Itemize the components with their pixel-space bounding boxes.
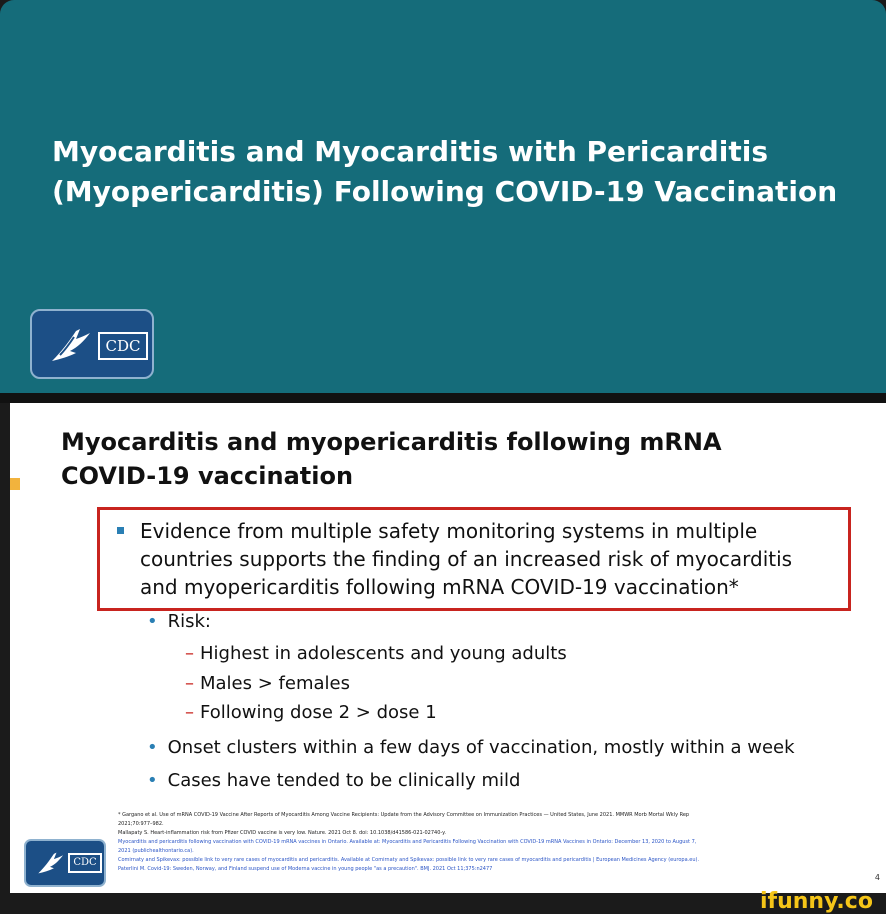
evidence-text bbox=[140, 517, 860, 601]
cdc-logo bbox=[30, 309, 154, 379]
footnote-link[interactable]: Myocarditis and pericarditis following vaccination with COVID-19 mRNA vaccines in Ontario. Available at: Myocarditis and Pericarditis Following Vaccination with COVID-19 mRNA Vaccines in Ontario: December 13, 2020 to August 7, bbox=[118, 839, 697, 845]
list-item bbox=[185, 673, 350, 694]
cdc-logo-text: CDC bbox=[98, 332, 148, 360]
title-line-2: (Myopericarditis) Following COVID-19 Vaccination bbox=[52, 175, 838, 208]
footnote-link[interactable]: Comirnaty and Spikevax: possible link to very rare cases of myocarditis and pericarditis. Available at Comirnaty and Spikevax: possible link to very rare cases of myocarditis and pericarditis | European Medicines Agency (europa.eu). bbox=[118, 857, 700, 863]
footnote-line: Mallapaty S. Heart-inflammation risk from Pfizer COVID vaccine is very low. Nature. 2021 Oct 8. doi: 10.1038/d41586-021-02740-y. bbox=[118, 830, 446, 836]
risk-item-2: Males > females bbox=[200, 673, 350, 694]
onset-bullet bbox=[147, 737, 795, 758]
dot-bullet-icon: • bbox=[147, 737, 158, 758]
risk-label: Risk: bbox=[167, 611, 211, 632]
hhs-eagle-icon bbox=[48, 325, 92, 365]
dash-bullet-icon: – bbox=[185, 673, 194, 694]
slide-separator bbox=[0, 393, 886, 403]
risk-item-1: Highest in adolescents and young adults bbox=[200, 643, 567, 664]
risk-item-3: Following dose 2 > dose 1 bbox=[200, 702, 437, 723]
list-item bbox=[185, 643, 567, 664]
dot-bullet-icon: • bbox=[147, 770, 158, 791]
evidence-line-2: countries supports the finding of an increased risk of myocarditis bbox=[140, 547, 793, 571]
footnote-line: * Gargano et al. Use of mRNA COVID-19 Vaccine After Reports of Myocarditis Among Vaccine Recipients: Update from the Advisory Committee on Immunization Practices — United States, June 2021. MMWR Morb Mortal Wkly Rep bbox=[118, 812, 690, 818]
evidence-highlight-box bbox=[97, 507, 851, 611]
hhs-eagle-icon bbox=[35, 850, 65, 876]
list-item bbox=[185, 702, 437, 723]
header-banner bbox=[0, 0, 886, 393]
dash-bullet-icon: – bbox=[185, 702, 194, 723]
ifunny-watermark: ifunny.co bbox=[760, 889, 873, 914]
cases-text: Cases have tended to be clinically mild bbox=[167, 770, 521, 791]
slide-content bbox=[10, 403, 886, 893]
footnote-link[interactable]: 2021 (publichealthontario.ca). bbox=[118, 848, 194, 854]
accent-bar bbox=[10, 478, 20, 490]
dash-bullet-icon: – bbox=[185, 643, 194, 664]
slide-title-line-1: Myocarditis and myopericarditis following mRNA bbox=[61, 428, 722, 456]
page-number: 4 bbox=[874, 873, 880, 882]
cdc-logo-small bbox=[24, 839, 106, 887]
page-title bbox=[52, 132, 852, 212]
title-line-1: Myocarditis and Myocarditis with Pericarditis bbox=[52, 135, 769, 168]
cdc-logo-text: CDC bbox=[68, 853, 102, 873]
evidence-line-3: and myopericarditis following mRNA COVID-19 vaccination* bbox=[140, 575, 739, 599]
square-bullet-icon bbox=[117, 527, 124, 534]
footnotes bbox=[118, 811, 858, 874]
risk-bullet bbox=[147, 611, 211, 632]
cases-bullet bbox=[147, 770, 520, 791]
dot-bullet-icon: • bbox=[147, 611, 158, 632]
slide-title bbox=[61, 425, 841, 493]
footnote-line: 2021;70:977–982. bbox=[118, 821, 164, 827]
slide-title-line-2: COVID-19 vaccination bbox=[61, 462, 354, 490]
onset-text: Onset clusters within a few days of vaccination, mostly within a week bbox=[167, 737, 795, 758]
evidence-line-1: Evidence from multiple safety monitoring systems in multiple bbox=[140, 519, 758, 543]
footnote-link[interactable]: Paterlini M. Covid-19: Sweden, Norway, and Finland suspend use of Moderna vaccine in young people "as a precaution". BMJ. 2021 Oct 11;375:n2477 bbox=[118, 866, 493, 872]
